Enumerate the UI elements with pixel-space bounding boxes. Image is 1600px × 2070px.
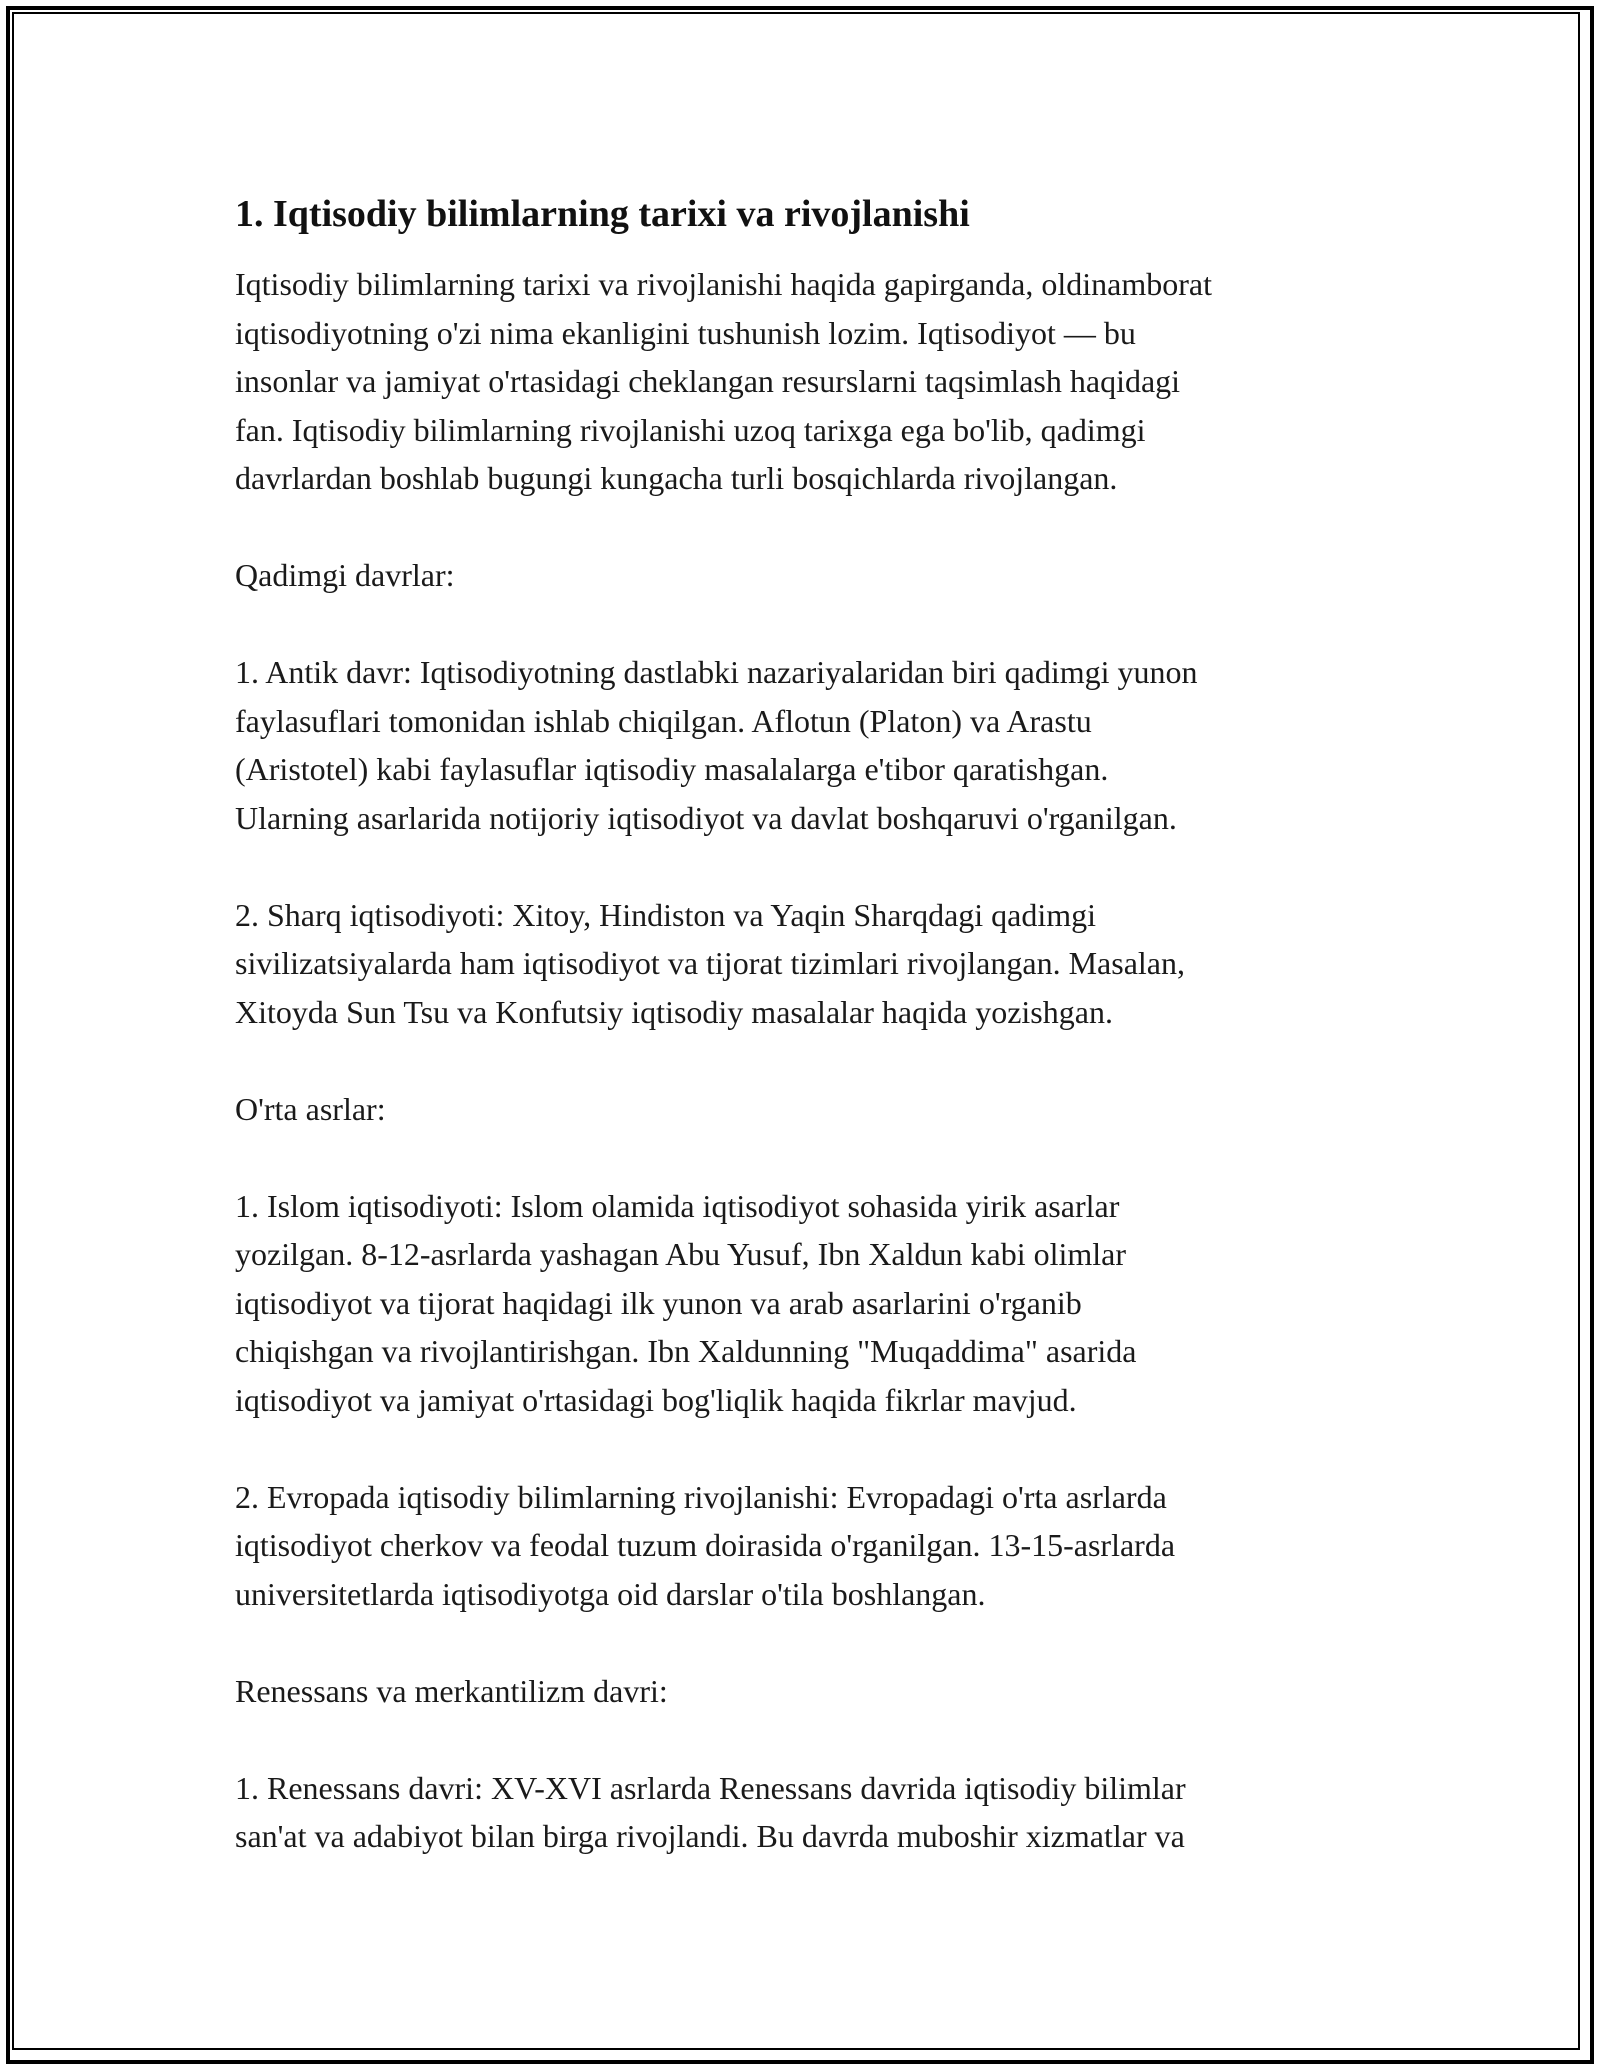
paragraph (235, 1667, 1365, 1716)
paragraph (235, 551, 1365, 600)
paragraph-line: san'at va adabiyot bilan birga rivojlandi. Bu davrda muboshir xizmatlar va (235, 1818, 1185, 1854)
document-title: 1. Iqtisodiy bilimlarning tarixi va rivojlanishi (235, 193, 970, 235)
paragraph-line: Qadimgi davrlar: (235, 557, 455, 593)
paragraph (235, 648, 1365, 842)
paragraph-line: 1. Renessans davri: XV-XVI asrlarda Renessans davrida iqtisodiy bilimlar (235, 1769, 1186, 1806)
paragraph-line: insonlar va jamiyat o'rtasidagi cheklangan resurslarni taqsimlash haqidagi (235, 363, 1181, 399)
paragraph-line: (Aristotel) kabi faylasuflar iqtisodiy masalalarga e'tibor qaratishgan. (235, 751, 1109, 787)
paragraph-line: Xitoyda Sun Tsu va Konfutsiy iqtisodiy masalalar haqida yozishgan. (235, 993, 1113, 1030)
paragraph-line: iqtisodiyot va jamiyat o'rtasidagi bog'liqlik haqida fikrlar mavjud. (235, 1381, 1077, 1418)
paragraph-line: Iqtisodiy bilimlarning tarixi va rivojlanishi haqida gapirganda, oldinamborat (235, 266, 1212, 302)
paragraph-line: chiqishgan va rivojlantirishgan. Ibn Xaldunning "Muqaddima" asarida (235, 1333, 1137, 1369)
paragraph (235, 1182, 1365, 1425)
paragraph-line: yozilgan. 8-12-asrlarda yashagan Abu Yusuf, Ibn Xaldun kabi olimlar (235, 1236, 1127, 1272)
paragraph-line: 2. Evropada iqtisodiy bilimlarning rivojlanishi: Evropadagi o'rta asrlarda (235, 1478, 1167, 1515)
paragraph-line: 1. Islom iqtisodiyoti: Islom olamida iqtisodiyot sohasida yirik asarlar (235, 1187, 1120, 1224)
paragraph-line: iqtisodiyotning o'zi nima ekanligini tushunish lozim. Iqtisodiyot — bu (235, 314, 1136, 351)
paragraph-line: O'rta asrlar: (235, 1090, 386, 1127)
paragraph (235, 891, 1365, 1037)
document-body (235, 190, 1365, 1909)
paragraph (235, 1473, 1365, 1619)
paragraph-line: davrlardan boshlab bugungi kungacha turli bosqichlarda rivojlangan. (235, 460, 1118, 496)
paragraph-list (235, 260, 1365, 1861)
paragraph-line: Ularning asarlarida notijoriy iqtisodiyot va davlat boshqaruvi o'rganilgan. (235, 799, 1177, 836)
paragraph-line: Renessans va merkantilizm davri: (235, 1672, 668, 1709)
paragraph-line: fan. Iqtisodiy bilimlarning rivojlanishi uzoq tarixga ega bo'lib, qadimgi (235, 411, 1146, 448)
paragraph-line: iqtisodiyot cherkov va feodal tuzum doirasida o'rganilgan. 13-15-asrlarda (235, 1527, 1176, 1563)
paragraph-line: sivilizatsiyalarda ham iqtisodiyot va tijorat tizimlari rivojlangan. Masalan, (235, 945, 1185, 981)
paragraph (235, 1764, 1365, 1861)
paragraph-line: iqtisodiyot va tijorat haqidagi ilk yunon va arab asarlarini o'rganib (235, 1284, 1082, 1321)
paragraph (235, 260, 1365, 503)
paragraph-line: faylasuflari tomonidan ishlab chiqilgan. Aflotun (Platon) va Arastu (235, 702, 1092, 739)
paragraph-line: 1. Antik davr: Iqtisodiyotning dastlabki nazariyalaridan biri qadimgi yunon (235, 654, 1198, 690)
paragraph-line: 2. Sharq iqtisodiyoti: Xitoy, Hindiston va Yaqin Sharqdagi qadimgi (235, 896, 1097, 933)
paragraph-line: universitetlarda iqtisodiyotga oid darslar o'tila boshlangan. (235, 1575, 986, 1612)
paragraph (235, 1085, 1365, 1134)
